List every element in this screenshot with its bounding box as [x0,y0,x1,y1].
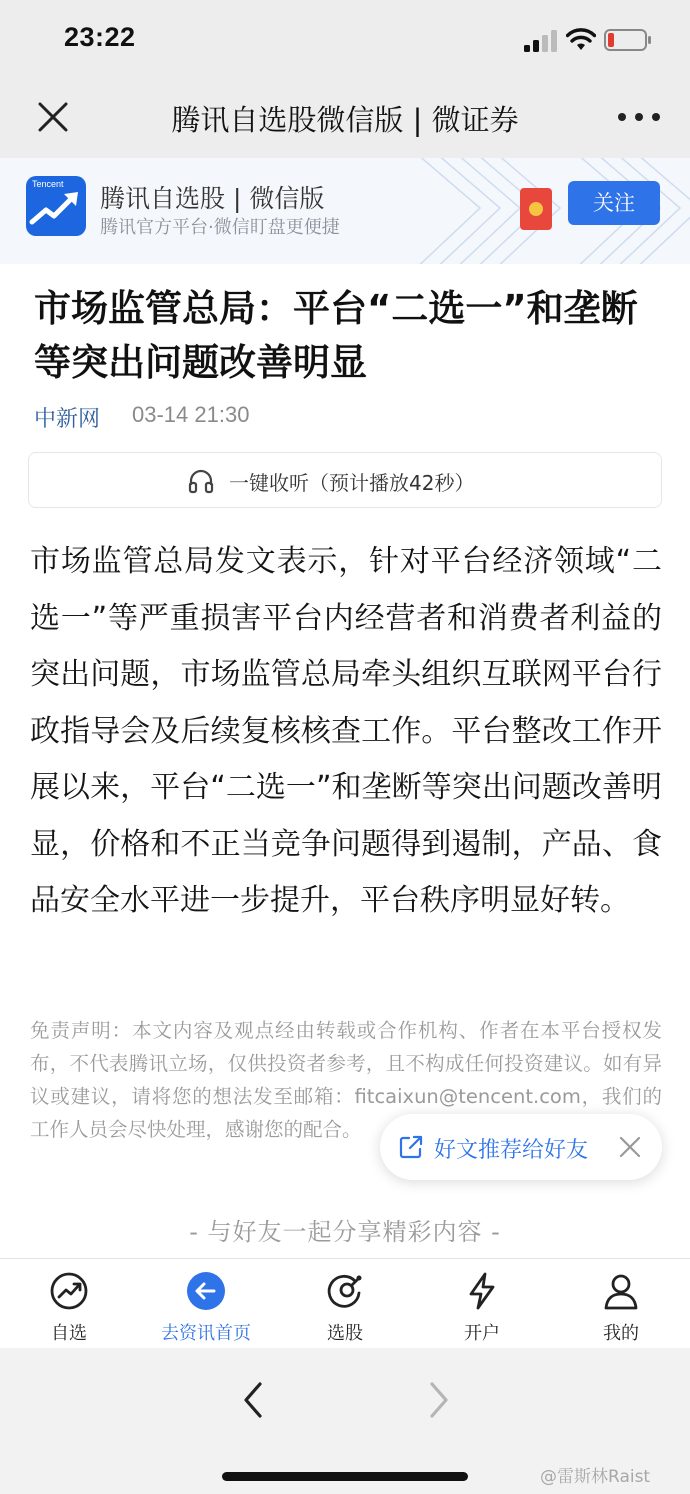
red-packet-icon[interactable] [520,188,552,230]
watermark: @雷斯林Raist [540,1467,651,1487]
share-icon [398,1134,424,1160]
brand-name: 腾讯自选股 | 微信版 [100,184,325,213]
recommend-popup[interactable] [380,1114,662,1180]
tab-bar [0,1258,690,1348]
home-indicator[interactable] [222,1472,468,1481]
listen-button[interactable] [28,452,662,508]
article-body: 市场监管总局发文表示，针对平台经济领域“二选一”等严重损害平台内经营者和消费者利益的突出问题，市场监管总局牵头组织互联网平台行政指导会及后续复核核查工作。平台整改工作开展以来，平台“二选一”和垄断等突出问题改善明显，价格和不正当竞争问题得到遏制，产品、食品安全水平进一步提升，平台秩序明显好转。 [30,544,662,918]
tab-news-home[interactable] [146,1259,266,1349]
wifi-icon [566,26,596,52]
back-arrow-icon[interactable] [238,1380,268,1420]
recommend-label[interactable]: 好文推荐给好友 [434,1138,589,1163]
close-popup-icon[interactable] [618,1135,642,1159]
tab-label: 我的 [603,1323,639,1344]
tab-label: 自选 [51,1323,87,1344]
tab-label: 去资讯首页 [161,1323,251,1344]
brand-logo: Tencent [26,176,86,236]
brand-subtitle: 腾讯官方平台·微信盯盘更便捷 [100,217,340,238]
user-icon [601,1271,641,1311]
tab-label: 开户 [464,1323,500,1344]
nav-bar [0,80,690,158]
more-icon[interactable] [616,108,662,126]
lightning-icon [462,1271,502,1311]
back-circle-icon [186,1271,226,1311]
page-title: 腾讯自选股微信版 | 微证券 [171,103,519,137]
listen-label: 一键收听（预计播放42秒） [229,471,475,495]
chart-trend-icon [49,1271,89,1311]
trend-arrow-icon [26,176,86,236]
status-time: 23:22 [64,22,136,52]
tab-label: 选股 [327,1323,363,1344]
battery-icon [604,29,652,51]
disclaimer: 免责声明：本文内容及观点经由转载或合作机构、作者在本平台授权发布，不代表腾讯立场，仅供投资者参考，且不构成任何投资建议。如有异议或建议，请将您的想法发至邮箱：fitcaixun@tencent.com，我们的工作人员会尽快处理，感谢您的配合。 [30,1019,662,1141]
status-bar [0,0,690,80]
follow-button[interactable]: 关注 [568,181,660,225]
search-stock-icon [325,1271,365,1311]
tab-watchlist[interactable] [9,1259,129,1349]
browser-toolbar [0,1348,690,1494]
headphones-icon [187,467,215,495]
cellular-signal-icon [524,30,558,52]
article-title: 市场监管总局：平台“二选一”和垄断等突出问题改善明显 [34,287,638,384]
tab-stock-picker[interactable] [285,1259,405,1349]
article-time: 03-14 21:30 [132,402,250,427]
forward-arrow-icon[interactable] [424,1380,454,1420]
article-source[interactable]: 中新网 [34,407,101,432]
tab-open-account[interactable] [422,1259,542,1349]
close-icon[interactable] [34,98,72,136]
tab-profile[interactable] [561,1259,681,1349]
share-tagline: - 与好友一起分享精彩内容 - [189,1218,501,1246]
